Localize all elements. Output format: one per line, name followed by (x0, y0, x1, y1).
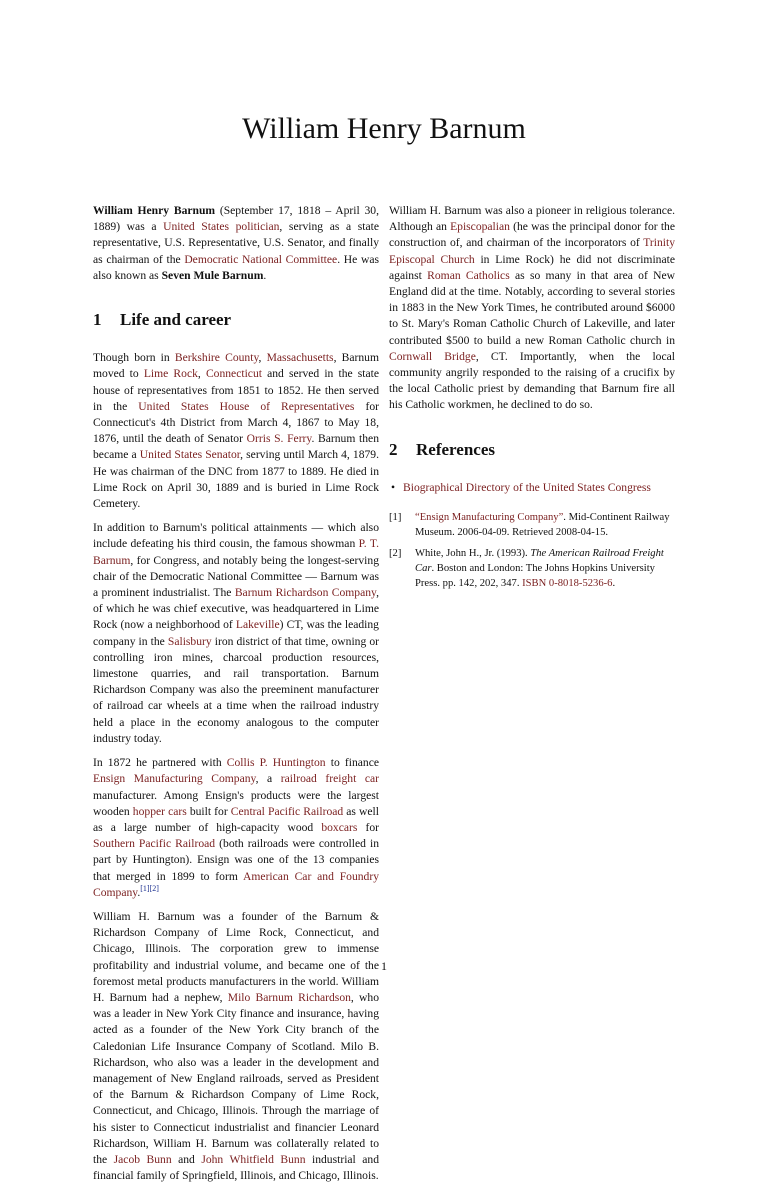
link-boxcars[interactable]: boxcars (321, 820, 358, 834)
reference-number: [1] (389, 512, 402, 524)
link-democratic-national-committee[interactable]: Democratic National Committee (184, 252, 338, 266)
link-united-states-politician[interactable]: United States politician (163, 220, 280, 234)
link-roman-catholics[interactable]: Roman Catholics (427, 268, 510, 282)
paragraph-richardson: William H. Barnum was a founder of the Barnum & Richardson Company of Lime Rock, Connecticut, and Chicago, Illinois. The corporation grew to immense profitability and industrial volume, and became one of the foremost metal products manufacturers in the world. William H. Barnum had a nephew, Milo Barnum Richardson, who was a leader in New York City finance and insurance, having acted as a founder of the New York City branch of the Caledonian Life Insurance Company of Scotland. Milo B. Richardson, who also was a leader in the development and management of New England railroads, served as President of the Barnum & Richardson Company of Lime Rock, Connecticut, and Chicago, Illinois. Through the marriage of his sister to Connecticut industrialist and financier Leonard Richardson, William H. Barnum was collaterally related to the Jacob Bunn and John Whitfield Bunn industrial and financial family of Springfield, Illinois, and Chicago, Illinois. (93, 909, 379, 1183)
reference-item: [2] White, John H., Jr. (1993). The American Railroad Freight Car. Boston and London: The Johns Hopkins University Press. pp. 142, 202, 347. ISBN 0-8018-5236-6. (389, 548, 664, 590)
paragraph-ensign: In 1872 he partnered with Collis P. Huntington to finance Ensign Manufacturing Company, a railroad freight car manufacturer. Among Ensign's products were the largest wooden hopper cars built for Central Pacific Railroad as well as a large number of high-capacity wood boxcars for Southern Pacific Railroad (both railroads were controlled in part by Huntington). Ensign was one of the 13 companies that merged in 1899 to form American Car and Foundry Company.[1][2] (93, 756, 380, 899)
link-cornwall-bridge[interactable]: Cornwall Bridge (389, 349, 476, 363)
link-american-car-and-foundry[interactable]: American Car and Foundry Company (93, 869, 379, 899)
link-trinity-episcopal-church[interactable]: Trinity Episcopal Church (389, 236, 675, 266)
link-isbn[interactable]: ISBN 0-8018-5236-6 (522, 578, 613, 590)
intro-paragraph: William Henry Barnum (September 17, 1818 – April 30, 1889) was a United States politician, serving as a state representative, U.S. Representative, U.S. Senator, and finally as chairman of the Democratic National Committee. He was also known as Seven Mule Barnum. (93, 204, 379, 282)
page-title: William Henry Barnum (242, 112, 526, 145)
link-railroad-freight-car[interactable]: railroad freight car (280, 772, 380, 786)
external-links-list (389, 480, 675, 496)
paragraph-industrialist: In addition to Barnum's political attainments — which also include defeating his third cousin, the famous showman P. T. Barnum, for Congress, and notably being the longest-serving chair of the Democratic National Committee — Barnum was a prominent industrialist. The Barnum Richardson Company, of which he was chief executive, was headquartered in Lime Rock (now a neighborhood of Lakeville) CT, was the leading company in the Salisbury iron district of that time, owning or controlling iron mines, charcoal production resources, limestone quarries, and rail transportation. Barnum Richardson Company was also the preeminent manufacturer of railroad car wheels at a time when the railroad industry held a place in the economy analogous to the computer industry today. (93, 521, 379, 745)
section-heading-life-and-career: 1 Life and career (93, 310, 232, 330)
nickname: Seven Mule Barnum (161, 268, 264, 282)
link-berkshire-county[interactable]: Berkshire County (174, 351, 259, 365)
link-ensign-reference[interactable]: “Ensign Manufacturing Company” (415, 512, 564, 524)
link-hopper-cars[interactable]: hopper cars (132, 804, 187, 818)
link-collis-p-huntington[interactable]: Collis P. Huntington (226, 756, 326, 770)
link-salisbury[interactable]: Salisbury (167, 634, 212, 648)
link-massachusetts[interactable]: Massachusetts (266, 351, 334, 365)
link-central-pacific-railroad[interactable]: Central Pacific Railroad (230, 804, 344, 818)
link-lime-rock[interactable]: Lime Rock (143, 367, 198, 381)
section-number: 1 (93, 310, 102, 330)
link-episcopalian[interactable]: Episcopalian (450, 220, 510, 234)
section-number: 2 (389, 439, 398, 459)
link-pt-barnum[interactable]: P. T. Barnum (93, 537, 379, 567)
right-column (389, 203, 675, 597)
reference-item: [1] “Ensign Manufacturing Company”. Mid-Continent Railway Museum. 2006-04-09. Retrieved 2008-04-15. (389, 512, 670, 539)
link-us-senator[interactable]: United States Senator (139, 448, 241, 462)
subject-name: William Henry Barnum (93, 204, 216, 217)
citation-2[interactable]: [2] (149, 883, 159, 893)
references-list (389, 510, 675, 591)
link-jacob-bunn[interactable]: Jacob Bunn (113, 1152, 172, 1166)
link-ensign-manufacturing[interactable]: Ensign Manufacturing Company (93, 772, 256, 786)
link-john-whitfield-bunn[interactable]: John Whitfield Bunn (201, 1152, 306, 1166)
left-column (93, 203, 379, 1192)
page-number: 1 (381, 959, 387, 973)
link-milo-barnum-richardson[interactable]: Milo Barnum Richardson (227, 990, 351, 1004)
link-orris-s-ferry[interactable]: Orris S. Ferry (246, 432, 312, 446)
list-item (403, 480, 675, 496)
paragraph-religious-tolerance: William H. Barnum was also a pioneer in religious tolerance. Although an Episcopalian (he was the principal donor for the construction of, and chairman of the incorporators of Trinity Episcopal Church in Lime Rock) he did not discriminate against Roman Catholics as so many in that area of New England did at the time. Notably, according to several stories in 1883 in the New York Times, he contributed around $6000 to St. Mary's Roman Catholic Church of Lakeville, and later contributed $500 to build a new Roman Catholic church in Cornwall Bridge, CT. Importantly, when the local community angrily responded to the raising of a crucifix by the local Catholic priest by demanding that Barnum fire all his Catholic workmen, he declined to do so. (389, 204, 675, 412)
link-southern-pacific-railroad[interactable]: Southern Pacific Railroad (93, 837, 216, 851)
citation-1[interactable]: [1] (140, 883, 150, 893)
reference-number: [2] (389, 548, 402, 560)
link-biographical-directory[interactable]: Biographical Directory of the United States Congress (403, 480, 651, 494)
link-connecticut[interactable]: Connecticut (205, 367, 262, 381)
paragraph-early-life: Though born in Berkshire County, Massachusetts, Barnum moved to Lime Rock, Connecticut and served in the state house of representatives from 1851 to 1852. He then served in the United States House of Representatives for Connecticut's 4th District from March 4, 1867 to May 18, 1876, until the death of Senator Orris S. Ferry. Barnum then became a United States Senator, serving until March 4, 1879. He was chairman of the DNC from 1877 to 1889. He died in Lime Rock on April 30, 1889 and is buried in Lime Rock Cemetery. (93, 351, 380, 511)
section-heading-references: 2 References (389, 439, 495, 459)
link-us-house[interactable]: United States House of Representatives (138, 399, 355, 413)
link-lakeville[interactable]: Lakeville (235, 618, 280, 632)
book-title: The American Railroad Freight Car (415, 548, 664, 575)
link-barnum-richardson-company[interactable]: Barnum Richardson Company (234, 586, 377, 600)
